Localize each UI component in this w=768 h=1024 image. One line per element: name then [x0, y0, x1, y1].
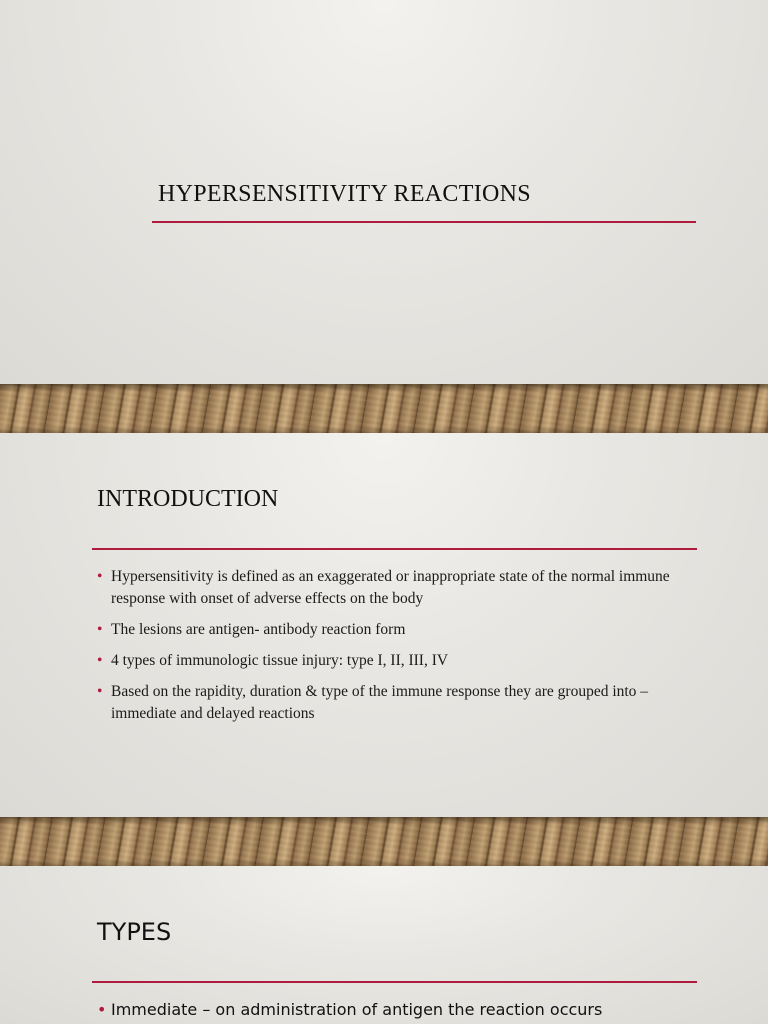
wood-floor-divider: [0, 384, 768, 434]
bullet-icon: •: [97, 1000, 107, 1019]
slide-title: [0, 0, 768, 386]
slide-1-title: HYPERSENSITIVITY REACTIONS: [158, 181, 531, 207]
section-underline: [92, 981, 697, 983]
intro-bullet-list: [97, 566, 697, 734]
list-item: • Hypersensitivity is defined as an exaggerated or inappropriate state of the normal immune response with onset of adverse effects on the body: [97, 568, 670, 607]
bullet-icon: •: [97, 568, 103, 585]
list-item: • 4 types of immunologic tissue injury: type I, II, III, IV: [97, 650, 697, 672]
slide-3-title: TYPES: [97, 918, 172, 946]
wood-floor-divider: [0, 817, 768, 867]
bullet-icon: •: [97, 621, 103, 638]
title-underline: [152, 221, 696, 223]
section-underline: [92, 548, 697, 550]
slide-2-title: INTRODUCTION: [97, 486, 279, 512]
list-item: • The lesions are antigen- antibody reaction form: [97, 619, 697, 641]
slide-introduction: [0, 433, 768, 819]
list-item: • Immediate – on administration of antigen the reaction occurs: [97, 1000, 603, 1019]
slide-types: [0, 866, 768, 1024]
types-bullet-list: [97, 999, 737, 1021]
bullet-icon: •: [97, 652, 103, 669]
list-item: • Based on the rapidity, duration & type of the immune response they are grouped into – immediate and delayed reactions: [97, 683, 649, 722]
bullet-icon: •: [97, 683, 103, 700]
